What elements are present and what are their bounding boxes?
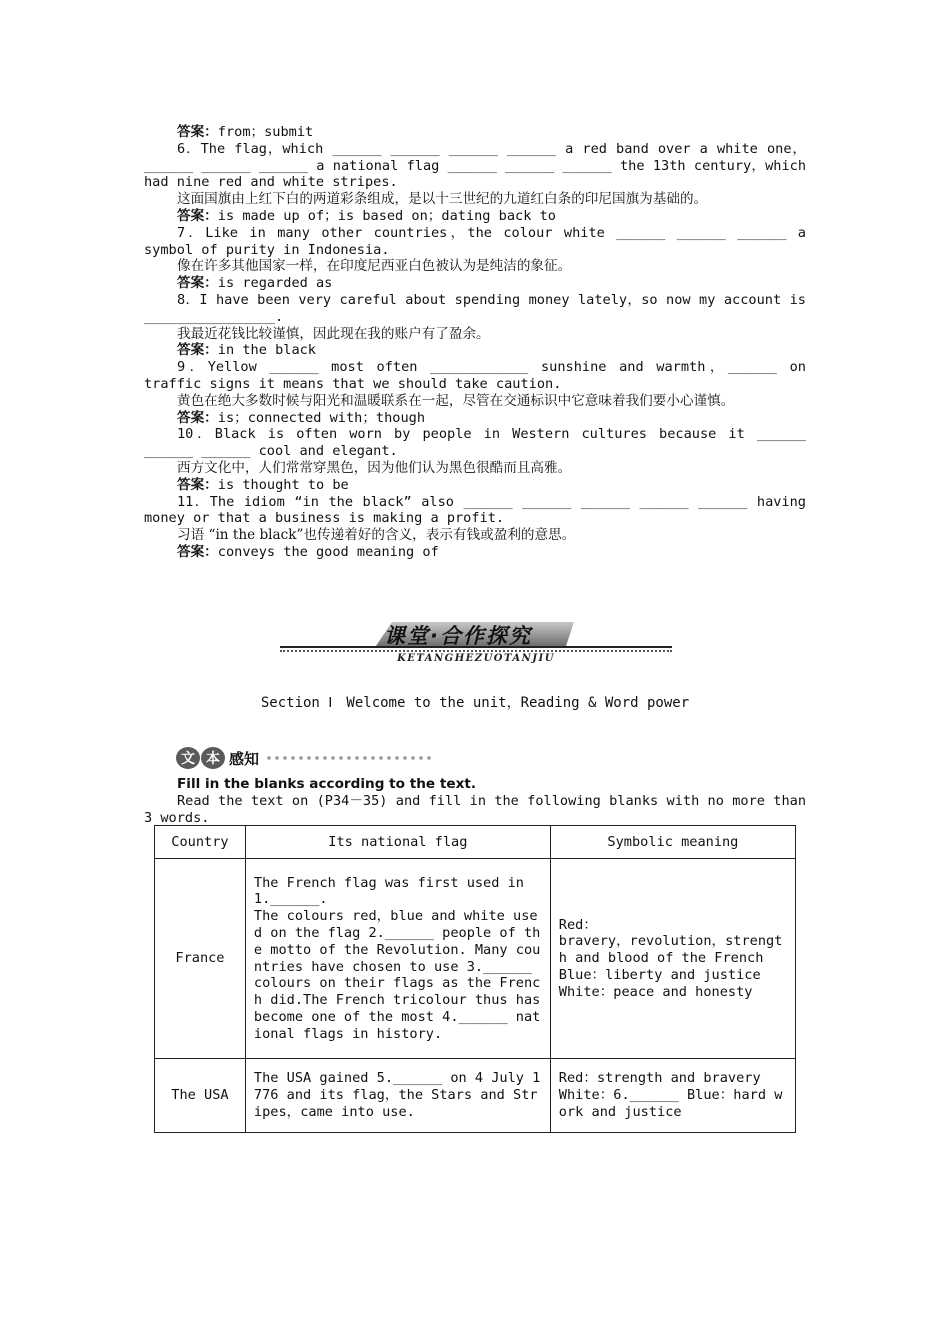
- header-flag: Its national flag: [245, 826, 550, 859]
- section-banner: [280, 620, 672, 668]
- translation-10: 西方文化中，人们常常穿黑色，因为他们认为黑色很酷而且高雅。: [177, 459, 572, 476]
- flag-cell-text: The USA gained 5.______ on 4 July 1776 and its flag，the Stars and Stripes，came into use.: [253, 1070, 541, 1120]
- banner-subtitle: KETANGHEZUOTANJIU: [397, 653, 555, 664]
- question-7: 7．Like in many other countries，the colour white ______ ______ ______ a symbol of purity in Indonesia.: [144, 224, 806, 258]
- answer-line: 答案：is；connected with；though: [177, 409, 426, 426]
- meaning-cell-text: Red：strength and bravery White：6.______ Blue：hard work and justice: [558, 1070, 783, 1120]
- question-8: 8．I have been very careful about spending money lately，so now my account is ________________.: [144, 291, 806, 325]
- banner-dotted-rule: [280, 650, 672, 652]
- answer-line: 答案：is made up of；is based on；dating back to: [177, 207, 556, 224]
- banner-title: 课堂·合作探究: [384, 624, 532, 648]
- answer-line: 答案：from；submit: [177, 124, 314, 140]
- translation-7: 像在许多其他国家一样，在印度尼西亚白色被认为是纯洁的象征。: [177, 258, 572, 275]
- answer-line: 答案：conveys the good meaning of: [177, 543, 439, 560]
- answer-line: 答案：in the black: [177, 342, 316, 359]
- table-header-row: [155, 826, 796, 859]
- question-10: 10．Black is often worn by people in Western cultures because it ______ ______ ______ cool and elegant.: [144, 426, 806, 460]
- flag-cell: [245, 1059, 550, 1133]
- question-9: 9．Yellow ______ most often ____________ sunshine and warmth，______ on traffic signs it means that we should take caution.: [144, 359, 806, 392]
- tag-label: 感知: [229, 749, 260, 768]
- instruction-title: Fill in the blanks according to the text.: [177, 776, 477, 792]
- table-row: [155, 859, 796, 1059]
- instruction-body: Read the text on (P34－35) and fill in the following blanks with no more than 3 words.: [144, 792, 806, 826]
- flag-cell: [245, 859, 550, 1059]
- meaning-cell-text: Red： bravery，revolution，strength and blood of the French Blue：liberty and justice White：peace and honesty: [558, 916, 783, 1000]
- section-title: Section Ⅰ Welcome to the unit，Reading & Word power: [260, 695, 690, 711]
- table-row: [155, 1059, 796, 1133]
- translation-11: 习语 “in the black”也传递着好的含义，表示有钱或盈利的意思。: [177, 527, 576, 544]
- text-perception-tag: [176, 746, 433, 770]
- translation-9: 黄色在绝大多数时候与阳光和温暖联系在一起，尽管在交通标识中它意味着我们要小心谨慎。: [177, 392, 735, 409]
- header-country: Country: [155, 826, 246, 859]
- tag-char-2: 本: [201, 747, 225, 769]
- tag-char-1: 文: [176, 747, 200, 769]
- flag-table: [154, 825, 796, 1133]
- exercise-block: [144, 124, 806, 561]
- meaning-cell: [550, 859, 795, 1059]
- answer-line: 答案：is thought to be: [177, 476, 349, 493]
- flag-cell-text: The French flag was first used in 1.______. The colours red，blue and white used on the flag 2.______ people of the motto of the Revolution. Many countries have chosen to use 3.______ colours on their flags as the French did.The French tricolour thus has become one of the most 4.______ national flags in history.: [253, 874, 541, 1042]
- translation-8: 我最近花钱比较谨慎，因此现在我的账户有了盈余。: [177, 325, 490, 342]
- tag-dotted-line: [265, 753, 433, 763]
- instructions: [144, 776, 806, 826]
- question-11: 11．The idiom “in the black” also ______ ______ ______ ______ ______ having money or that a business is making a profit.: [144, 493, 806, 527]
- meaning-cell: [550, 1059, 795, 1133]
- answer-line: 答案：is regarded as: [177, 275, 333, 292]
- question-6: 6．The flag，which ______ ______ ______ ______ a red band over a white one， ______ ______ ______ a national flag ______ ______ ______ the 13th century，which had nine red and white stripes.: [144, 140, 806, 191]
- header-meaning: Symbolic meaning: [550, 826, 795, 859]
- translation-6: 这面国旗由上红下白的两道彩条组成，是以十三世纪的九道红白条的印尼国旗为基础的。: [177, 191, 708, 208]
- country-cell: France: [155, 859, 246, 1059]
- country-cell: The USA: [155, 1059, 246, 1133]
